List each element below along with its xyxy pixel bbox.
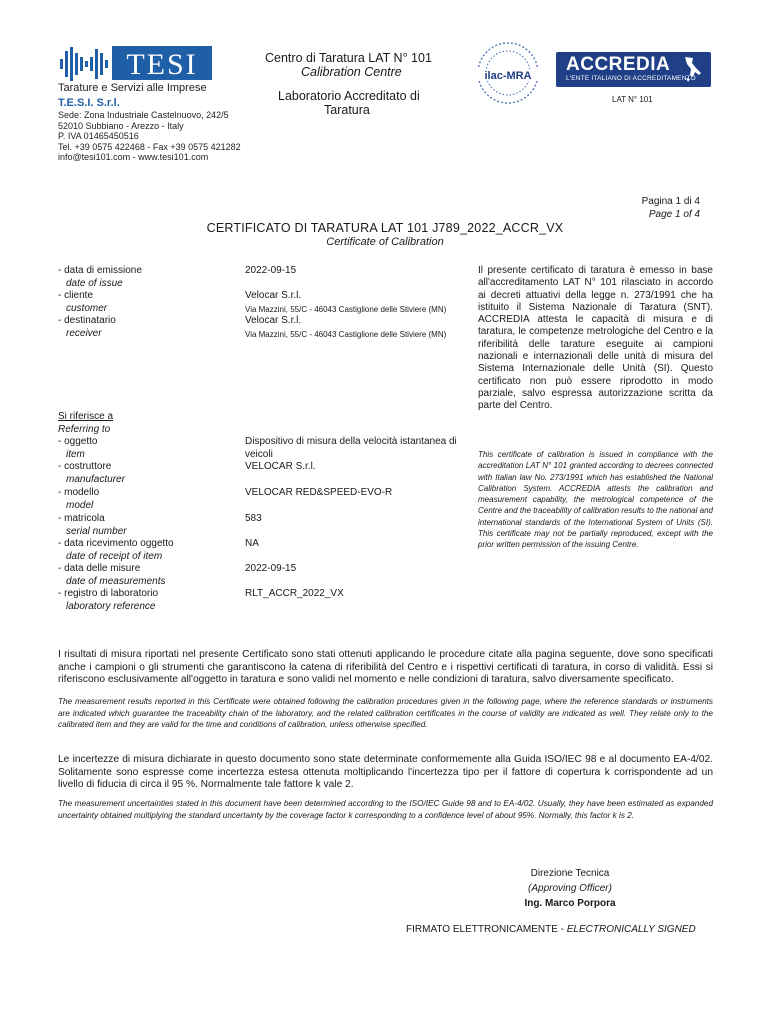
- receiver-address: Via Mazzini, 55/C - 46043 Castiglione delle Stiviere (MN): [245, 330, 447, 339]
- model-label: - modello model: [58, 487, 100, 511]
- measurement-date-value: 2022-09-15: [245, 563, 297, 574]
- uncertainty-paragraph: Le incertezze di misura dichiarate in questo documento sono state determinate conformemente alla Guida ISO/IEC 98 e al documento EA-4/02. Solitamente sono espresse come incertezza estesa ottenuta moltiplicando l'incertezza tipo per il fattore di copertura k corrispondente ad un livello di fiducia di circa il 95 %. Normalmente tale fattore k vale 2.: [58, 754, 713, 790]
- ilac-text: ilac-MRA: [484, 70, 532, 82]
- signature-role: Direzione Tecnica: [530, 868, 610, 879]
- signature-block: [500, 866, 640, 911]
- issue-label: - data di emissione date of issue: [58, 265, 142, 289]
- serial-label: - matricola serial number: [58, 513, 127, 537]
- lat-number: LAT N° 101: [612, 95, 653, 104]
- manufacturer-label: - costruttore manufacturer: [58, 461, 125, 485]
- item-value: Dispositivo di misura della velocità istantanea di veicoli: [245, 436, 457, 460]
- lab-reference-value: RLT_ACCR_2022_VX: [245, 588, 344, 599]
- company-address: Sede: Zona Industriale Castelnuovo, 242/5 52010 Subbiano - Arezzo - Italy P. IVA 01465450516 Tel. +39 0575 422468 - Fax +39 0575 421282 info@tesi101.com - www.tesi101.com: [58, 110, 241, 162]
- item-label: - oggetto item: [58, 436, 98, 460]
- tesi-logo-text: TESI: [126, 48, 198, 81]
- client-label: - cliente customer: [58, 290, 108, 314]
- ilac-mra-logo: [470, 40, 546, 110]
- results-paragraph-en: The measurement results reported in this Certificate were obtained following the calibration procedures given in the following page, where the reference standards or instruments are indicated which guarantee the traceability chain of the laboratory, and the related calibration certificates in the course of validity are indicated as well. They relate only to the calibrated item and they are valid for the time and conditions of calibration, unless otherwise specified.: [58, 697, 713, 729]
- lab-reference-label: - registro di laboratorio laboratory reference: [58, 588, 159, 612]
- company-name: T.E.S.I. S.r.l.: [58, 97, 120, 109]
- accreditation-statement: Il presente certificato di taratura è emesso in base all'accreditamento LAT N° 101 rilasciato in accordo ai decreti attuativi della legge n. 273/1991 che ha istituito il Sistema Nazionale di Taratura (SNT). ACCREDIA attesta le capacità di misura e di taratura, le competenze metrologiche del Centro e la riferibilità delle tarature eseguite ai campioni nazionali e internazionali delle unità di misura del Sistema Internazionale delle Unità (SI). Questo certificato non può essere riprodotto in modo parziale, salvo espressa autorizzazione scritta da parte del Centro.: [478, 265, 713, 412]
- issue-date-value: 2022-09-15: [245, 265, 297, 276]
- serial-value: 583: [245, 513, 262, 524]
- client-address: Via Mazzini, 55/C - 46043 Castiglione delle Stiviere (MN): [245, 305, 447, 314]
- receiver-label: - destinatario receiver: [58, 315, 116, 339]
- tesi-tagline: Tarature e Servizi alle Imprese: [58, 82, 207, 94]
- certificate-subtitle: Certificate of Calibration: [326, 236, 444, 248]
- italy-map-icon: [681, 55, 703, 83]
- uncertainty-paragraph-en: The measurement uncertainties stated in this document have been determined according to the ISO/IEC Guide 98 and to EA-4/02. Usually, they have been estimated as expanded uncertainty obtained multiplying the standard uncertainty by the coverage factor k corresponding to a confidence level of about 95%. Normally, this factor k is 2.: [58, 799, 713, 820]
- manufacturer-value: VELOCAR S.r.l.: [245, 461, 316, 472]
- signature-role-en: (Approving Officer): [528, 883, 612, 894]
- page-number: Pagina 1 di 4 Page 1 of 4: [641, 196, 700, 220]
- accredia-logo: ACCREDIA L'ENTE ITALIANO DI ACCREDITAMENTO: [556, 52, 711, 87]
- electronic-signature-note: FIRMATO ELETTRONICAMENTE - ELECTRONICALLY SIGNED: [406, 924, 696, 935]
- receipt-date-value: NA: [245, 538, 259, 549]
- signatory-name: Ing. Marco Porpora: [524, 898, 616, 909]
- calibration-centre: Centro di Taratura LAT N° 101 Calibration Centre: [265, 51, 432, 79]
- tesi-logo: [58, 43, 213, 83]
- receiver-value: Velocar S.r.l.: [245, 315, 302, 326]
- referring-to-label: Si riferisce a Referring to: [58, 411, 114, 435]
- accredited-lab: Laboratorio Accreditato di Taratura: [278, 89, 420, 117]
- results-paragraph: I risultati di misura riportati nel presente Certificato sono stati ottenuti applicando le procedure citate alla pagina seguente, dove sono specificati anche i campioni o gli strumenti che garantiscono la catena di riferibilità del Centro e i rispettivi certificati di taratura, in corso di validità. Essi si riferiscono esclusivamente all'oggetto in taratura e sono validi nel momento e nelle condizioni di taratura, salvo diversamente specificato.: [58, 649, 713, 685]
- accreditation-statement-en: This certificate of calibration is issued in compliance with the accreditation LAT N° 101 granted according to decrees connected with Italian law No. 273/1991 which has established the National Calibration System. ACCREDIA attests the calibration and measurement capability, the metrological competence of the Centre and the traceability of calibration results to the national and international standards of the International System of Units (SI). This certificate may not be partially reproduced, except with the prior written permission of the issuing Centre.: [478, 450, 713, 550]
- model-value: VELOCAR RED&SPEED-EVO-R: [245, 487, 393, 498]
- receipt-date-label: - data ricevimento oggetto date of receipt of item: [58, 538, 174, 562]
- client-value: Velocar S.r.l.: [245, 290, 302, 301]
- measurement-date-label: - data delle misure date of measurements: [58, 563, 166, 587]
- certificate-title: CERTIFICATO DI TARATURA LAT 101 J789_2022_ACCR_VX: [206, 221, 564, 235]
